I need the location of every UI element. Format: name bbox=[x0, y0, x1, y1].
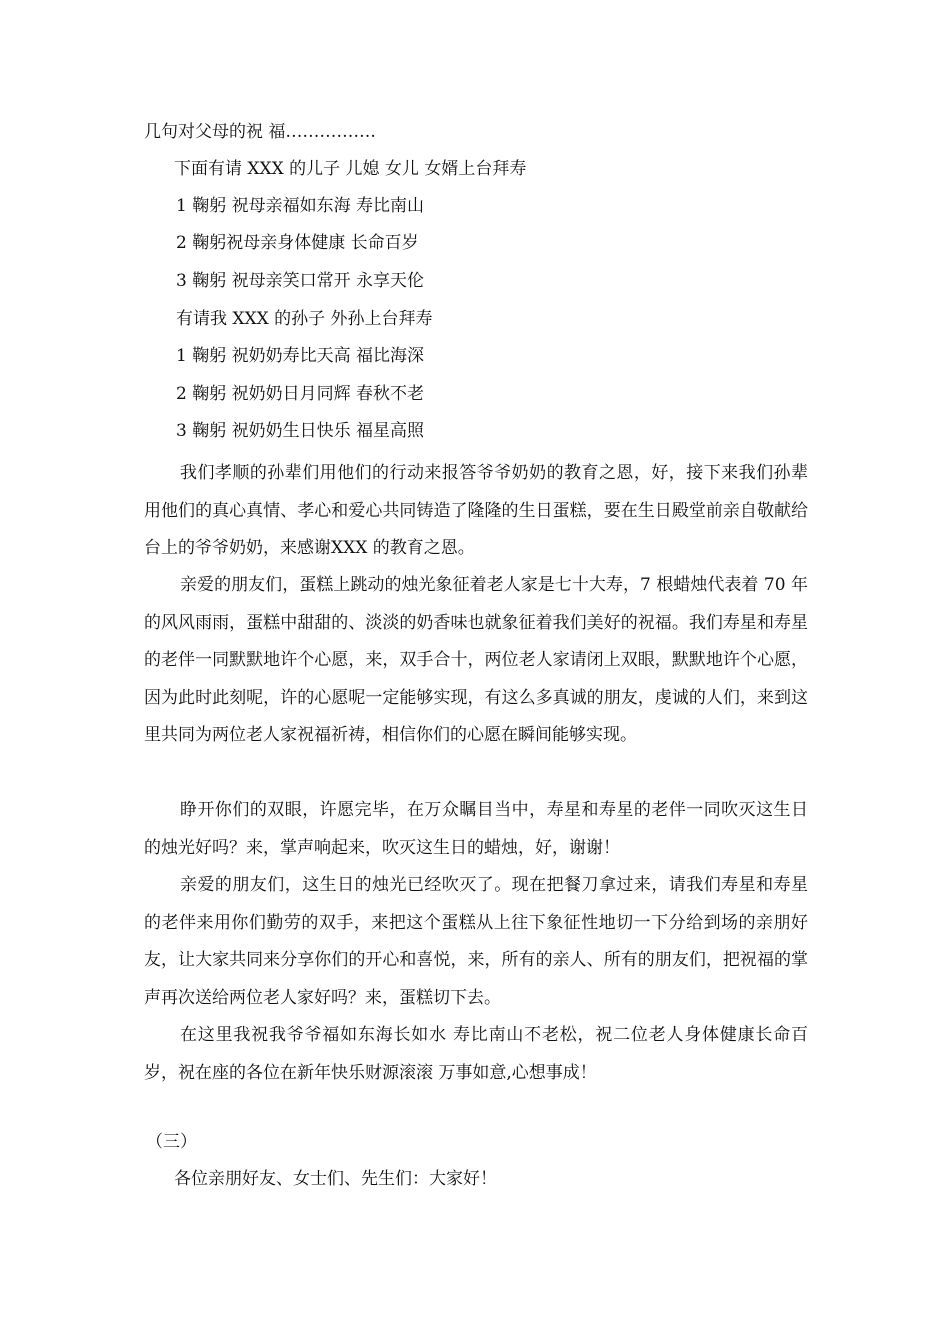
paragraph: 亲爱的朋友们，这生日的烛光已经吹灭了。现在把餐刀拿过来，请我们寿星和寿星的老伴来用你们勤劳的双手，来把这个蛋糕从上往下象征性地切一下分给到场的亲朋好友，让大家共同来分享你们的开心和喜悦，来，所有的亲人、所有的朋友们，把祝福的掌声再次送给两位老人家好吗？来，蛋糕切下去。 bbox=[144, 875, 808, 1008]
blessing-line: 2 鞠躬祝母亲身体健康 长命百岁 bbox=[176, 233, 419, 253]
blessing-line: 下面有请 XXX 的儿子 儿媳 女儿 女婿上台拜寿 bbox=[174, 159, 527, 179]
blessing-line: 有请我 XXX 的孙子 外孙上台拜寿 bbox=[176, 309, 433, 329]
intro-line: 几句对父母的祝 福……………. bbox=[144, 122, 376, 142]
blessing-line: 3 鞠躬 祝奶奶生日快乐 福星高照 bbox=[176, 421, 425, 441]
blessing-line: 1 鞠躬 祝奶奶寿比天高 福比海深 bbox=[176, 346, 425, 366]
greeting-line: 各位亲朋好友、女士们、先生们：大家好！ bbox=[174, 1169, 497, 1189]
blessing-line: 2 鞠躬 祝奶奶日月同辉 春秋不老 bbox=[176, 384, 425, 404]
blessing-line: 3 鞠躬 祝母亲笑口常开 永享天伦 bbox=[176, 271, 425, 291]
paragraph: 亲爱的朋友们，蛋糕上跳动的烛光象征着老人家是七十大寿，7 根蜡烛代表着 70 年的风风雨雨，蛋糕中甜甜的、淡淡的奶香味也就象征着我们美好的祝福。我们寿星和寿星的老伴一同默默地许个心愿，来，双手合十，两位老人家请闭上双眼，默默地许个心愿，因为此时此刻呢，许的心愿呢一定能够实现，有这么多真诚的朋友，虔诚的人们，来到这里共同为两位老人家祝福祈祷，相信你们的心愿在瞬间能够实现。 bbox=[144, 575, 808, 745]
paragraph: 在这里我祝我爷爷福如东海长如水 寿比南山不老松，祝二位老人身体健康长命百岁，祝在座的各位在新年快乐财源滚滚 万事如意,心想事成！ bbox=[144, 1025, 808, 1083]
blessing-line: 1 鞠躬 祝母亲福如东海 寿比南山 bbox=[176, 196, 425, 216]
paragraph: 我们孝顺的孙辈们用他们的行动来报答爷爷奶奶的教育之恩，好，接下来我们孙辈用他们的真心真情、孝心和爱心共同铸造了隆隆的生日蛋糕，要在生日殿堂前亲自敬献给台上的爷爷奶奶，来感谢XXX 的教育之恩。 bbox=[144, 463, 808, 558]
paragraph: 睁开你们的双眼，许愿完毕，在万众瞩目当中，寿星和寿星的老伴一同吹灭这生日的烛光好吗？来，掌声响起来，吹灭这生日的蜡烛，好，谢谢！ bbox=[144, 800, 808, 858]
section-heading: （三） bbox=[146, 1132, 197, 1152]
